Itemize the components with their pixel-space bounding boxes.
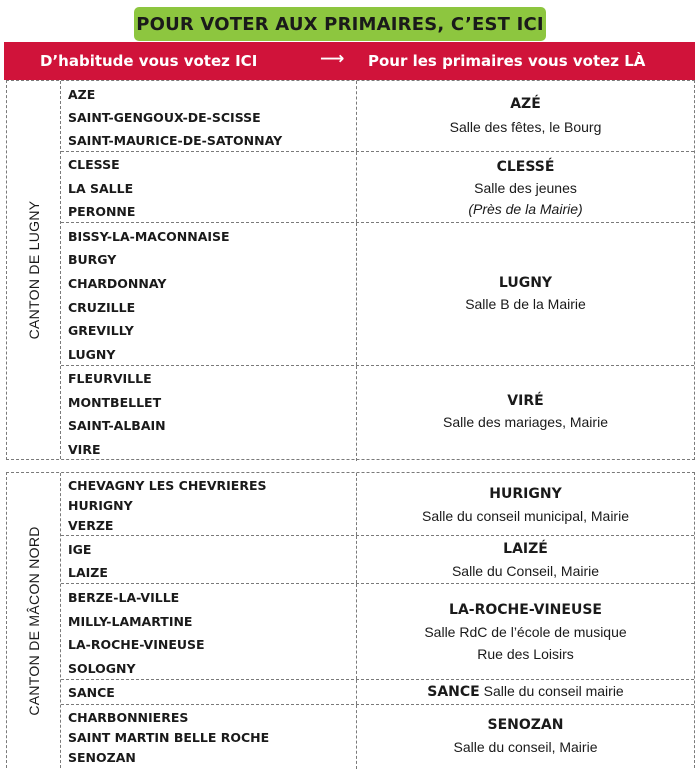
commune-item: SAINT-ALBAIN — [68, 418, 166, 433]
venue-name: HURIGNY — [489, 486, 562, 502]
commune-list — [61, 81, 357, 151]
venue-name: SENOZAN — [487, 717, 564, 733]
commune-item: AZE — [68, 87, 96, 102]
voting-group — [61, 473, 694, 536]
commune-item: CLESSE — [68, 157, 120, 172]
commune-item: CHARDONNAY — [68, 276, 167, 291]
venue-name: LAIZÉ — [503, 541, 548, 557]
polling-venue — [357, 366, 694, 461]
venue-detail: Rue des Loisirs — [477, 646, 574, 662]
venue-detail: (Près de la Mairie) — [468, 201, 583, 217]
canton-label — [7, 81, 61, 459]
commune-item: PERONNE — [68, 204, 136, 219]
commune-item: BURGY — [68, 252, 117, 267]
polling-venue — [357, 81, 694, 151]
commune-item: SANCE — [68, 685, 115, 700]
venue-name: AZÉ — [510, 96, 541, 112]
commune-list — [61, 680, 357, 704]
venue-detail: Salle B de la Mairie — [465, 296, 586, 312]
polling-venue — [357, 536, 694, 583]
commune-item: FLEURVILLE — [68, 371, 152, 386]
voting-group — [61, 81, 694, 152]
commune-item: VERZE — [68, 518, 114, 533]
venue-name: LUGNY — [498, 275, 553, 291]
commune-list — [61, 536, 357, 583]
commune-item: LAIZE — [68, 565, 108, 580]
table-header — [4, 42, 695, 80]
polling-venue — [357, 680, 694, 704]
commune-item: CHEVAGNY LES CHEVRIERES — [68, 478, 267, 493]
commune-item: LA SALLE — [68, 181, 134, 196]
venue-line — [357, 683, 694, 700]
commune-list — [61, 366, 357, 461]
venue-detail: Salle des mariages, Mairie — [443, 414, 608, 430]
commune-list — [61, 473, 357, 535]
commune-item: CRUZILLE — [68, 300, 136, 315]
venue-detail: Salle du conseil mairie — [483, 683, 624, 699]
venue-detail: Salle RdC de l’école de musique — [424, 624, 627, 640]
voting-group — [61, 705, 694, 769]
voting-group — [61, 366, 694, 461]
commune-item: SAINT-MAURICE-DE-SATONNAY — [68, 133, 283, 148]
commune-item: SAINT MARTIN BELLE ROCHE — [68, 730, 270, 745]
page-title: POUR VOTER AUX PRIMAIRES, C’EST ICI — [134, 7, 546, 41]
canton-section — [6, 472, 695, 768]
commune-item: MILLY-LAMARTINE — [68, 614, 193, 629]
commune-item: SAINT-GENGOUX-DE-SCISSE — [68, 110, 261, 125]
venue-detail: Salle du Conseil, Mairie — [451, 563, 600, 579]
venue-name: SANCE — [427, 684, 480, 700]
commune-item: HURIGNY — [68, 498, 133, 513]
commune-item: IGE — [68, 542, 92, 557]
canton-name: CANTON DE MÂCON NORD — [25, 525, 42, 716]
commune-list — [61, 223, 357, 365]
venue-detail: Salle des jeunes — [474, 180, 577, 196]
venue-detail: Salle des fêtes, le Bourg — [449, 119, 602, 135]
venue-name: LA-ROCHE-VINEUSE — [449, 602, 602, 618]
commune-list — [61, 705, 357, 769]
voting-group — [61, 584, 694, 680]
commune-item: SOLOGNY — [68, 661, 136, 676]
commune-item: BISSY-LA-MACONNAISE — [68, 229, 230, 244]
canton-section — [6, 80, 695, 460]
venue-detail: Salle du conseil, Mairie — [453, 739, 598, 755]
voting-group — [61, 680, 694, 705]
commune-item: LUGNY — [68, 347, 116, 362]
venue-name: VIRÉ — [507, 393, 544, 409]
commune-item: MONTBELLET — [68, 395, 162, 410]
commune-list — [61, 584, 357, 679]
commune-list — [61, 152, 357, 222]
polling-venue — [357, 223, 694, 365]
commune-item: LA-ROCHE-VINEUSE — [68, 637, 205, 652]
canton-name: CANTON DE LUGNY — [25, 200, 42, 340]
polling-venue — [357, 473, 694, 535]
right-arrow-icon: ⟶ — [320, 49, 345, 69]
header-primaries-vote-label: Pour les primaires vous votez LÀ — [368, 52, 646, 70]
venue-name: CLESSÉ — [496, 159, 555, 175]
canton-label — [7, 473, 61, 768]
commune-item: GREVILLY — [68, 323, 134, 338]
voting-group — [61, 152, 694, 223]
commune-item: SENOZAN — [68, 750, 136, 765]
polling-venue — [357, 584, 694, 679]
commune-item: CHARBONNIERES — [68, 710, 189, 725]
voting-group — [61, 536, 694, 584]
polling-venue — [357, 705, 694, 769]
voting-group — [61, 223, 694, 366]
commune-item: VIRE — [68, 442, 101, 457]
header-usual-vote-label: D’habitude vous votez ICI — [40, 52, 258, 70]
commune-item: BERZE-LA-VILLE — [68, 590, 180, 605]
polling-venue — [357, 152, 694, 222]
venue-detail: Salle du conseil municipal, Mairie — [422, 508, 629, 524]
